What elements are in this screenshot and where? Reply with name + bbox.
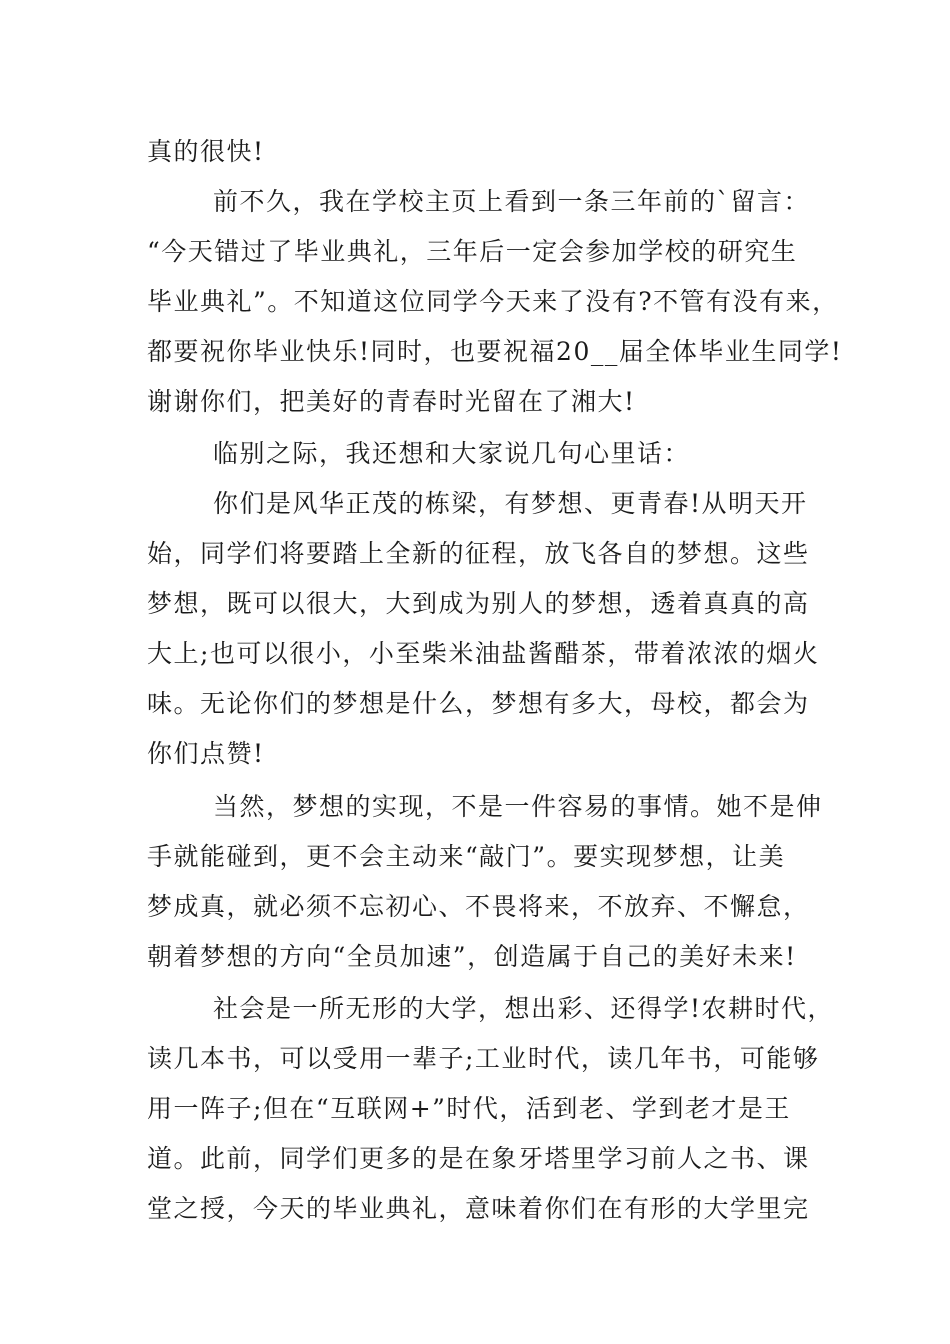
- paragraph-start: 当然，梦想的实现，不是一件容易的事情。她不是伸: [213, 792, 823, 821]
- paragraph-start: 你们是风华正茂的栋梁，有梦想、更青春!从明天开: [213, 489, 808, 518]
- paragraph-start: 临别之际，我还想和大家说几句心里话：: [213, 439, 691, 468]
- text-line: 手就能碰到，更不会主动来“敲门”。要实现梦想，让美: [147, 842, 786, 871]
- text-line: 味。无论你们的梦想是什么，梦想有多大，母校，都会为: [147, 689, 810, 718]
- text-line: 都要祝你毕业快乐!同时，也要祝福20__届全体毕业生同学!: [147, 337, 843, 366]
- text-line: 道。此前，同学们更多的是在象牙塔里学习前人之书、课: [147, 1144, 810, 1173]
- text-line: 用一阵子;但在“互联网+”时代，活到老、学到老才是王: [147, 1094, 791, 1123]
- text-line: 堂之授，今天的毕业典礼，意味着你们在有形的大学里完: [147, 1194, 810, 1223]
- text-line: 读几本书，可以受用一辈子;工业时代，读几年书，可能够: [147, 1044, 820, 1073]
- text-line: 梦成真，就必须不忘初心、不畏将来，不放弃、不懈怠，: [147, 892, 810, 921]
- text-line: 始，同学们将要踏上全新的征程，放飞各自的梦想。这些: [147, 539, 810, 568]
- text-line: 梦想，既可以很大，大到成为别人的梦想，透着真真的高: [147, 589, 810, 618]
- text-line: 真的很快!: [147, 137, 265, 166]
- text-line: 大上;也可以很小，小至柴米油盐酱醋茶，带着浓浓的烟火: [147, 639, 820, 668]
- paragraph-start: 前不久，我在学校主页上看到一条三年前的`留言：: [213, 187, 811, 216]
- text-line: 毕业典礼”。不知道这位同学今天来了没有?不管有没有来，: [147, 287, 839, 316]
- text-line: 谢谢你们，把美好的青春时光留在了湘大!: [147, 387, 636, 416]
- text-line: “今天错过了毕业典礼，三年后一定会参加学校的研究生: [147, 237, 798, 266]
- text-line: 朝着梦想的方向“全员加速”，创造属于自己的美好未来!: [147, 942, 797, 971]
- paragraph-start: 社会是一所无形的大学，想出彩、还得学!农耕时代，: [213, 994, 835, 1023]
- text-line: 你们点赞!: [147, 739, 265, 768]
